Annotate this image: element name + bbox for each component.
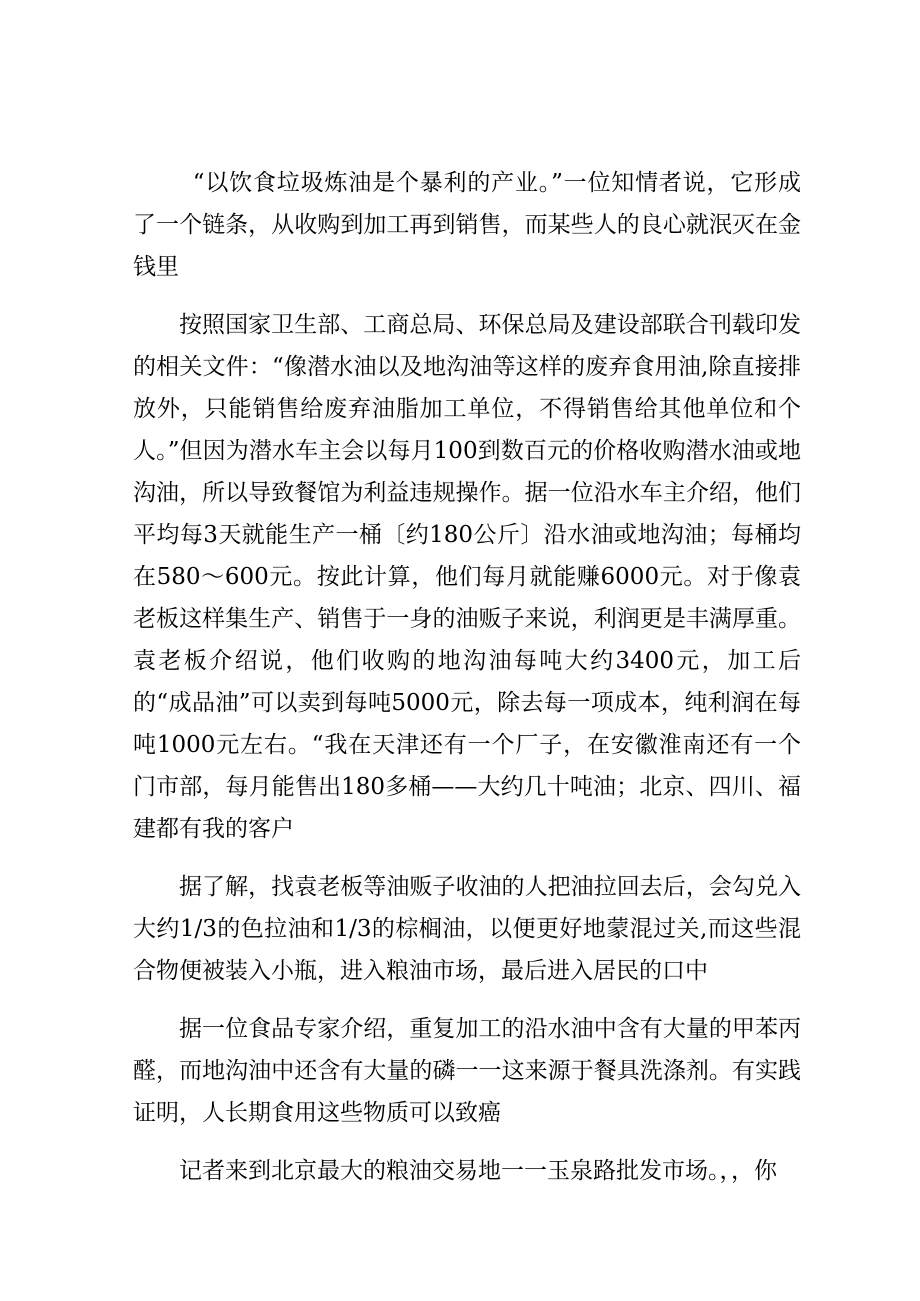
paragraph-1: “以饮食垃圾炼油是个暴利的产业。”一位知情者说，它形成了一个链条，从收购到加工再到销售，而某些人的良心就泯灭在金钱里	[133, 170, 801, 280]
article-body	[133, 162, 801, 1208]
paragraph-5: 记者来到北京最大的粮油交易地一一玉泉路批发市场。，，你	[179, 1158, 777, 1184]
paragraph-2: 按照国家卫生部、工商总局、环保总局及建设部联合刊载印发的相关文件：“像潜水油以及地沟油等这样的废弃食用油,除直接排放外，只能销售给废弃油脂加工单位，不得销售给其他单位和个人。”但因为潜水车主会以每月100到数百元的价格收购潜水油或地沟油，所以导致餐馆为利益违规操作。据一位沿水车主介绍，他们平均每3天就能生产一桶〔约180公斤〕沿水油或地沟油；每桶均在580～600元。按此计算，他们每月就能赚6000元。对于像袁老板这样集生产、销售于一身的油贩子来说，利润更是丰满厚重。袁老板介绍说，他们收购的地沟油每吨大约3400元，加工后的“成品油”可以卖到每吨5000元，除去每一项成本，纯利润在每吨1000元左右。“我在天津还有一个厂子，在安徽淮南还有一个门市部，每月能售出180多桶——大约几十吨油；北京、四川、福建都有我的客户	[133, 312, 801, 842]
paragraph-4: 据一位食品专家介绍，重复加工的沿水油中含有大量的甲苯丙醛，而地沟油中还含有大量的磷一一这来源于餐具洗涤剂。有实践证明，人长期食用这些物质可以致癌	[133, 1016, 801, 1126]
paragraph-3: 据了解，找袁老板等油贩子收油的人把油拉回去后，会勾兑入大约1/3的色拉油和1/3的棕榈油，以便更好地蒙混过关,而这些混合物便被装入小瓶，进入粮油市场，最后进入居民的口中	[133, 874, 801, 984]
